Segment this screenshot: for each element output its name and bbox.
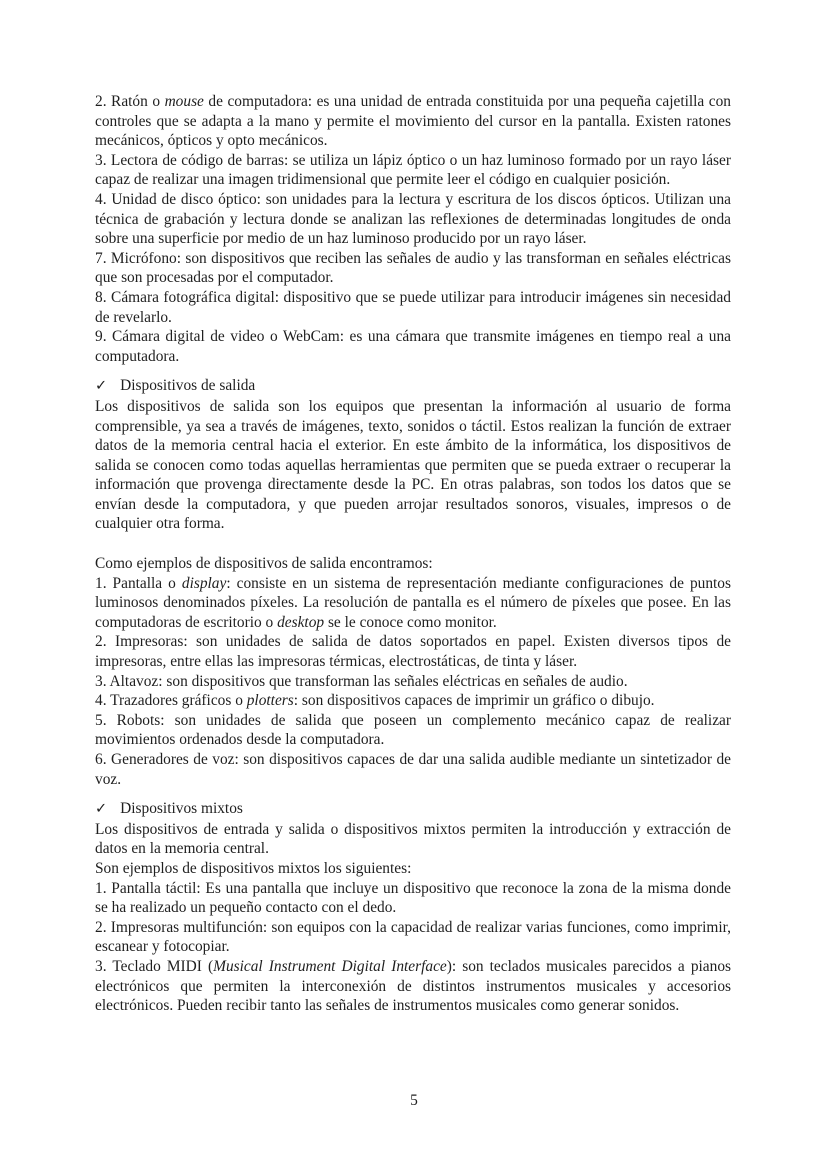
text-run: : son dispositivos capaces de imprimir un gráfico o dibujo. xyxy=(293,692,655,710)
text-run: Son ejemplos de dispositivos mixtos los siguientes: xyxy=(95,859,412,877)
text-run: 2. Ratón o xyxy=(95,93,165,110)
text-run: 1. Pantalla o xyxy=(95,574,182,592)
text-run: de computadora: es una unidad de entrada constituida por una pequeña cajetilla con controles que se adapta a la mano y permite el movimiento del cursor en la pantalla. Existen ratones mecánicos, ópticos y opto mecánicos. xyxy=(95,93,731,150)
paragraph-microphone xyxy=(95,249,731,288)
text-run: 2. Impresoras multifunción: son equipos con la capacidad de realizar varias funciones, como imprimir, escanear y fotocopiar. xyxy=(95,918,731,956)
paragraph-mouse xyxy=(95,92,731,151)
paragraph-output-definition xyxy=(95,397,731,534)
italic-run: desktop xyxy=(277,613,325,631)
paragraph-digital-camera xyxy=(95,288,731,327)
heading-label: Dispositivos mixtos xyxy=(120,800,243,818)
paragraph-plotters xyxy=(95,691,731,711)
italic-run: display xyxy=(181,574,227,592)
paragraph-mixed-examples-intro xyxy=(95,859,731,879)
text-run: 6. Generadores de voz: son dispositivos capaces de dar una salida audible mediante un sintetizador de voz. xyxy=(95,751,731,788)
text-run: ): son teclados musicales parecidos a pianos electrónicos que permiten la interconexión de distintos instrumentos musicales y accesorios electrónicos. Pueden recibir tanto las señales de instrumentos musicales como generar sonidos. xyxy=(95,957,732,1015)
heading-label: Dispositivos de salida xyxy=(120,377,256,395)
text-run: 3. Altavoz: son dispositivos que transforman las señales eléctricas en señales de audio. xyxy=(95,672,628,690)
paragraph-barcode-reader xyxy=(95,151,731,190)
checkmark-icon: ✓ xyxy=(95,378,108,395)
text-run: 9. Cámara digital de video o WebCam: es una cámara que transmite imágenes en tiempo real a una computadora. xyxy=(95,328,731,365)
paragraph-robots xyxy=(95,711,731,750)
text-run: 8. Cámara fotográfica digital: dispositivo que se puede utilizar para introducir imágenes sin necesidad de revelarlo. xyxy=(95,288,731,326)
paragraph-optical-disc xyxy=(95,190,731,249)
paragraph-multifunction-printers xyxy=(95,918,731,957)
paragraph-webcam xyxy=(95,327,731,366)
document-body xyxy=(95,92,731,1016)
text-run: Los dispositivos de salida son los equipos que presentan la información al usuario de forma comprensible, ya sea a través de imágenes, texto, sonidos o táctil. Estos realizan la función de extraer datos de la memoria central hacia el exterior. En este ámbito de la informática, los dispositivos de salida se conocen como todas aquellas herramientas que permiten que se pueda extraer o recuperar la información que provenga directamente desde la PC. En otras palabras, son todos los datos que se envían desde la computadora, y que pueden arrojar resultados sonoros, visuales, impresos o de cualquier otra forma. xyxy=(95,397,731,533)
text-run: : consiste en un sistema de representación mediante configuraciones de puntos luminosos denominados píxeles. La resolución de pantalla es el número de píxeles que posee. En las computadoras de escritorio o xyxy=(95,574,731,631)
page-number: 5 xyxy=(410,1092,418,1109)
paragraph-voice-generators xyxy=(95,750,731,789)
paragraph-speaker xyxy=(95,672,731,692)
text-run: Los dispositivos de entrada y salida o dispositivos mixtos permiten la introducción y extracción de datos en la memoria central. xyxy=(95,820,731,858)
text-run: 2. Impresoras: son unidades de salida de datos soportados en papel. Existen diversos tipos de impresoras, entre ellas las impresoras térmicas, electrostáticas, de tinta y láser. xyxy=(95,633,731,671)
paragraph-touchscreen xyxy=(95,879,731,918)
heading-mixed-devices xyxy=(95,799,731,820)
text-run: se le conoce como monitor. xyxy=(324,613,497,631)
text-run: 7. Micrófono: son dispositivos que reciben las señales de audio y las transforman en señales eléctricas que son procesadas por el computador. xyxy=(95,249,731,287)
paragraph-mixed-definition xyxy=(95,820,731,859)
paragraph-midi-keyboard xyxy=(95,957,731,1016)
text-run: 4. Unidad de disco óptico: son unidades para la lectura y escritura de los discos ópticos. Utilizan una técnica de grabación y lectura donde se analizan las reflexiones de determinadas longitudes de onda sobre una superficie por medio de un haz luminoso producido por un rayo láser. xyxy=(95,190,731,248)
heading-output-devices xyxy=(95,376,731,397)
checkmark-icon: ✓ xyxy=(95,801,108,818)
paragraph-output-examples-intro xyxy=(95,554,731,574)
text-run: 3. Lectora de código de barras: se utiliza un lápiz óptico o un haz luminoso formado por un rayo láser capaz de realizar una imagen tridimensional que permite leer el código en cualquier posición. xyxy=(95,151,731,189)
italic-run: Musical Instrument Digital Interface xyxy=(213,957,447,975)
blank-line xyxy=(95,534,731,554)
text-run: 4. Trazadores gráficos o xyxy=(95,692,247,710)
text-run: 1. Pantalla táctil: Es una pantalla que incluye un dispositivo que reconoce la zona de la misma donde se ha realizado un pequeño contacto con el dedo. xyxy=(95,879,731,917)
italic-run: mouse xyxy=(164,93,204,110)
italic-run: plotters xyxy=(246,692,294,710)
paragraph-printers xyxy=(95,632,731,671)
text-run: Como ejemplos de dispositivos de salida encontramos: xyxy=(95,555,433,573)
text-run: 5. Robots: son unidades de salida que poseen un complemento mecánico capaz de realizar movimientos ordenados desde la computadora. xyxy=(95,711,731,749)
text-run: 3. Teclado MIDI ( xyxy=(95,957,214,975)
paragraph-display xyxy=(95,574,731,633)
